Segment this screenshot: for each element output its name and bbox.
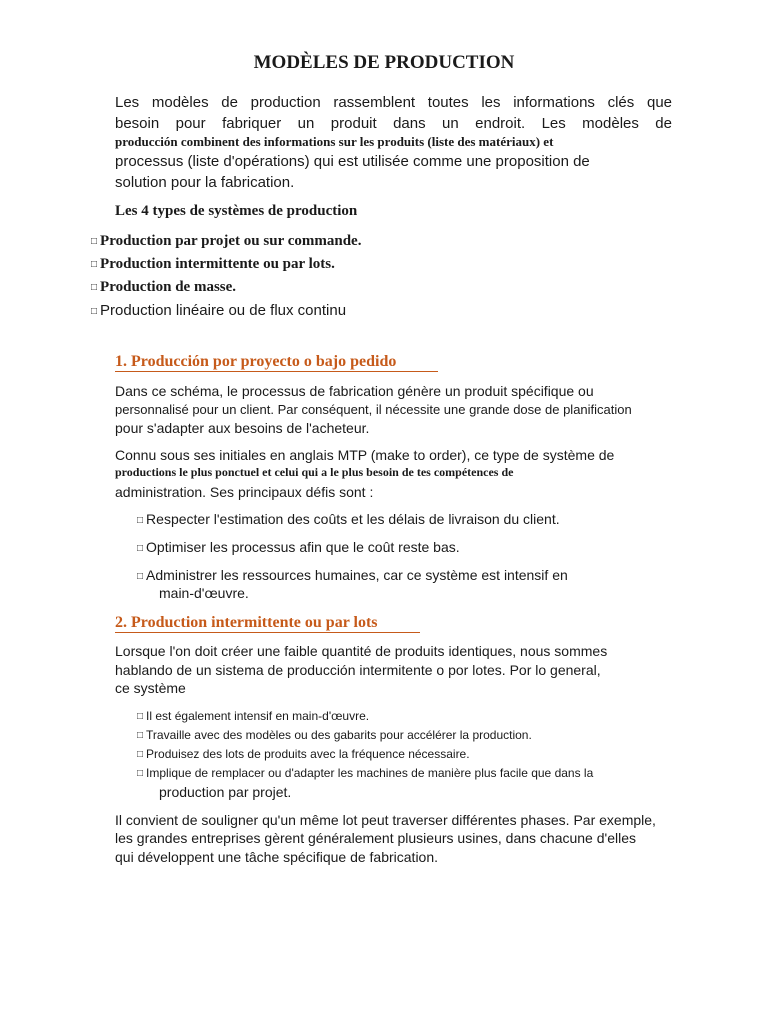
checkbox-icon: □ bbox=[91, 306, 98, 317]
type-label: Production intermittente ou par lots. bbox=[100, 256, 335, 272]
checkbox-icon: □ bbox=[91, 282, 98, 293]
type-list-item bbox=[91, 302, 346, 319]
intro-line-1: Les modèles de production rassemblent toutes les informations clés que bbox=[115, 94, 672, 111]
type-list-item bbox=[91, 233, 361, 250]
section-2-para-1-line: ce système bbox=[115, 680, 186, 696]
section-2-bullet: □ Implique de remplacer ou d'adapter les machines de manière plus facile que dans la bbox=[137, 766, 594, 780]
intro-line-4: processus (liste d'opérations) qui est utilisée comme une proposition de bbox=[115, 153, 590, 170]
type-list-item bbox=[91, 256, 335, 273]
page-title: MODÈLES DE PRODUCTION bbox=[253, 52, 515, 73]
section-1-heading: 1. Producción por proyecto o bajo pedido bbox=[115, 353, 438, 372]
section-1-para-1-line: pour s'adapter aux besoins de l'acheteur. bbox=[115, 420, 370, 436]
section-2-bullet-continuation: production par projet. bbox=[159, 784, 292, 800]
section-1-bullet: □ Optimiser les processus afin que le coût reste bas. bbox=[137, 539, 460, 555]
section-1-bullet: □ Respecter l'estimation des coûts et les délais de livraison du client. bbox=[137, 511, 560, 527]
section-2-para-1-line: hablando de un sistema de producción intermitente o por lotes. Por lo general, bbox=[115, 662, 601, 678]
section-1-bullet-continuation: main-d'œuvre. bbox=[159, 585, 249, 601]
type-label: Production de masse. bbox=[100, 279, 237, 295]
section-2-bullet: □ Travaille avec des modèles ou des gabarits pour accélérer la production. bbox=[137, 728, 532, 742]
section-1-para-2-line: administration. Ses principaux défis sont : bbox=[115, 484, 374, 500]
section-1-para-2-line: productions le plus ponctuel et celui qui a le plus besoin de tes compétences de bbox=[115, 465, 514, 479]
type-label: Production linéaire ou de flux continu bbox=[100, 302, 347, 319]
section-2-bullet: □ Produisez des lots de produits avec la fréquence nécessaire. bbox=[137, 747, 470, 761]
section-1-para-1-line: personnalisé pour un client. Par conséquent, il nécessite une grande dose de planification bbox=[115, 402, 632, 417]
section-1-bullet: □ Administrer les ressources humaines, car ce système est intensif en bbox=[137, 567, 568, 583]
checkbox-icon: □ bbox=[91, 236, 98, 247]
checkbox-icon: □ bbox=[137, 571, 144, 582]
section-2-para-2-line: qui développent une tâche spécifique de fabrication. bbox=[115, 849, 439, 865]
checkbox-icon: □ bbox=[91, 259, 98, 270]
type-label: Production par projet ou sur commande. bbox=[100, 233, 362, 249]
checkbox-icon: □ bbox=[137, 515, 144, 526]
intro-line-5: solution pour la fabrication. bbox=[115, 174, 295, 191]
section-2-para-2-line: les grandes entreprises gèrent généralement plusieurs usines, dans chacune d'elles bbox=[115, 830, 636, 846]
checkbox-icon: □ bbox=[137, 543, 144, 554]
section-1-para-2-line: Connu sous ses initiales en anglais MTP (make to order), ce type de système de bbox=[115, 447, 615, 463]
checkbox-icon: □ bbox=[137, 768, 144, 779]
checkbox-icon: □ bbox=[137, 749, 144, 760]
section-1-para-1-line: Dans ce schéma, le processus de fabrication génère un produit spécifique ou bbox=[115, 383, 594, 399]
checkbox-icon: □ bbox=[137, 730, 144, 741]
section-2-heading: 2. Production intermittente ou par lots bbox=[115, 614, 420, 633]
intro-line-2: besoin pour fabriquer un produit dans un endroit. Les modèles de bbox=[115, 115, 672, 132]
section-2-para-2-line: Il convient de souligner qu'un même lot peut traverser différentes phases. Par exemple, bbox=[115, 812, 656, 828]
checkbox-icon: □ bbox=[137, 711, 144, 722]
types-heading: Les 4 types de systèmes de production bbox=[115, 203, 358, 219]
type-list-item bbox=[91, 279, 236, 296]
section-2-para-1-line: Lorsque l'on doit créer une faible quantité de produits identiques, nous sommes bbox=[115, 643, 608, 659]
intro-line-3: producción combinent des informations sur les produits (liste des matériaux) et bbox=[115, 134, 554, 149]
section-2-bullet: □ Il est également intensif en main-d'œuvre. bbox=[137, 709, 370, 723]
